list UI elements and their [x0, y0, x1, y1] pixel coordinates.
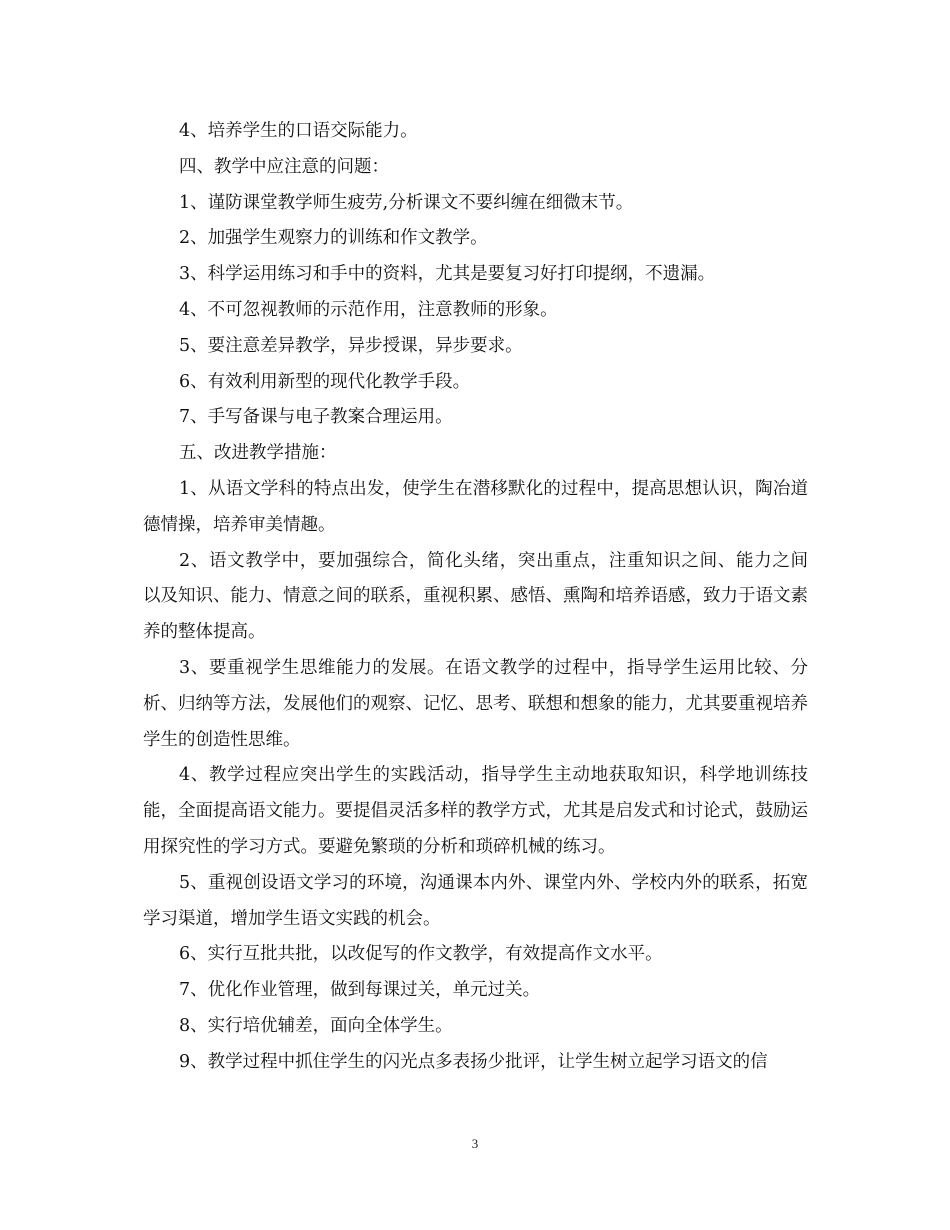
paragraph: 1、谨防课堂教学师生疲劳,分析课文不要纠缠在细微末节。	[179, 192, 634, 213]
paragraph: 6、有效利用新型的现代化教学手段。	[179, 371, 471, 392]
paragraph: 9、教学过程中抓住学生的闪光点多表扬少批评，让学生树立起学习语文的信	[179, 1051, 768, 1072]
paragraph: 1、从语文学科的特点出发，使学生在潜移默化的过程中，提高思想认识，陶冶道德情操，培养审美情趣。	[143, 478, 808, 535]
section-heading: 四、教学中应注意的问题：	[179, 156, 389, 177]
paragraph: 7、手写备课与电子教案合理运用。	[179, 407, 453, 428]
section-heading: 五、改进教学措施：	[179, 443, 337, 464]
paragraph: 5、重视创设语文学习的环境，沟通课本内外、课堂内外、学校内外的联系，拓宽学习渠道，增加学生语文实践的机会。	[143, 872, 808, 929]
paragraph: 4、培养学生的口语交际能力。	[179, 121, 418, 141]
paragraph: 3、要重视学生思维能力的发展。在语文教学的过程中，指导学生运用比较、分析、归纳等方法，发展他们的观察、记忆、思考、联想和想象的能力，尤其要重视培养学生的创造性思维。	[143, 657, 808, 750]
document-body	[143, 114, 808, 1081]
paragraph: 3、科学运用练习和手中的资料，尤其是要复习好打印提纲，不遗漏。	[179, 264, 716, 285]
paragraph: 6、实行互批共批，以改促写的作文教学，有效提高作文水平。	[179, 944, 663, 965]
page-number: 3	[471, 1136, 479, 1151]
paragraph: 2、语文教学中，要加强综合，简化头绪，突出重点，注重知识之间、能力之间 以及知识、能力、情意之间的联系，重视积累、感悟、熏陶和培养语感，致力于语文素养的整体提高。	[143, 550, 808, 643]
paragraph: 4、教学过程应突出学生的实践活动，指导学生主动地获取知识，科学地训练技能，全面提高语文能力。要提倡灵活多样的教学方式，尤其是启发式和讨论式，鼓励运用探究性的学习方式。要避免繁琐的分析和琐碎机械的练习。	[143, 765, 808, 857]
paragraph: 8、实行培优辅差，面向全体学生。	[179, 1015, 453, 1036]
paragraph: 7、优化作业管理，做到每课过关，单元过关。	[179, 980, 541, 1001]
paragraph: 2、加强学生观察力的训练和作文教学。	[179, 228, 488, 249]
paragraph: 4、不可忽视教师的示范作用，注意教师的形象。	[179, 299, 558, 320]
paragraph: 5、要注意差异教学，异步授课，异步要求。	[179, 335, 523, 356]
